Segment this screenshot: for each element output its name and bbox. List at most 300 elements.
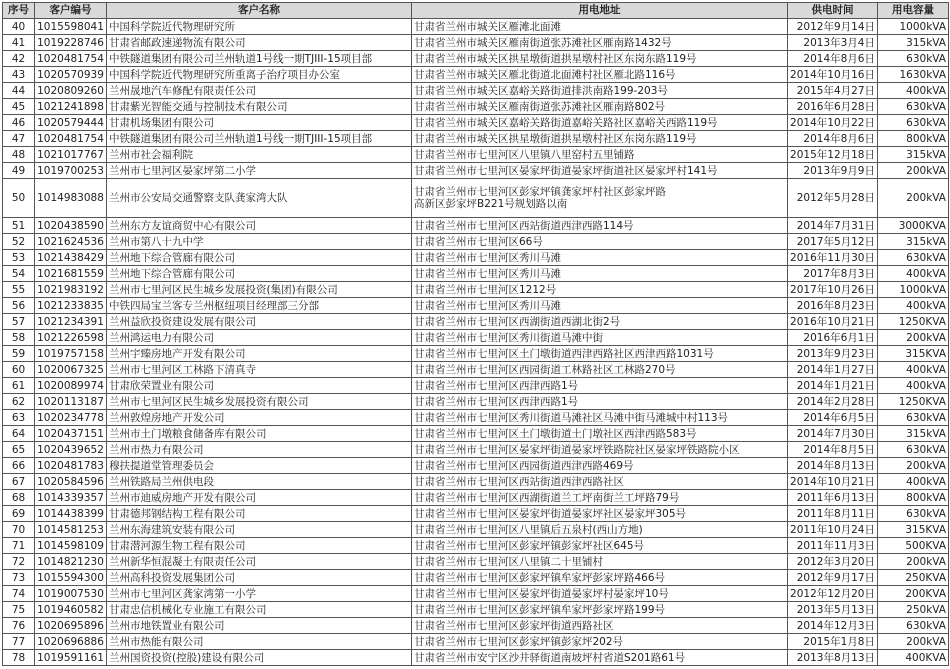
row-supply-date: 2012年5月28日 (788, 179, 878, 218)
row-address (412, 442, 788, 458)
row-capacity: 200kVA (878, 163, 949, 179)
row-customer-name: 穆扶提道堂管理委员会 (107, 458, 412, 474)
row-customer-code: 1020481783 (35, 458, 107, 474)
row-customer-name: 甘肃德邦钢结构工程有限公司 (107, 506, 412, 522)
address-line: 甘肃省兰州市七里河区秀川街道马滩社区马滩中街马滩城中村113号 (414, 411, 729, 424)
row-customer-code: 1021234391 (35, 314, 107, 330)
row-capacity: 630kVA (878, 51, 949, 67)
row-address (412, 179, 788, 218)
row-customer-code: 1014581253 (35, 522, 107, 538)
row-supply-date: 2014年1月27日 (788, 362, 878, 378)
row-index: 43 (3, 67, 35, 83)
row-supply-date: 2012年3月20日 (788, 554, 878, 570)
row-customer-code: 1019757158 (35, 346, 107, 362)
address-line: 甘肃省兰州市七里河区西津西路1号 (414, 379, 579, 392)
row-customer-code: 1020438590 (35, 218, 107, 234)
row-customer-code: 1020089974 (35, 378, 107, 394)
row-capacity: 200kVA (878, 330, 949, 346)
row-supply-date: 2014年10月22日 (788, 115, 878, 131)
row-customer-name: 兰州市土门墩粮食储备库有限公司 (107, 426, 412, 442)
address-line: 甘肃省兰州市安宁区沙井驿街道南坡坪村省道S201路61号 (414, 651, 686, 664)
row-address (412, 330, 788, 346)
table-row (3, 474, 949, 490)
row-capacity: 315kVA (878, 426, 949, 442)
row-index: 58 (3, 330, 35, 346)
row-capacity: 315kVA (878, 35, 949, 51)
address-line: 甘肃省兰州市七里河区晏家坪街道晏家坪社区晏家坪305号 (414, 507, 687, 520)
table-row (3, 19, 949, 35)
row-customer-code: 1021983192 (35, 282, 107, 298)
row-customer-code: 1019700253 (35, 163, 107, 179)
row-address (412, 147, 788, 163)
address-line: 甘肃省兰州市七里河区彭家坪镇牟家坪彭家坪路199号 (414, 603, 666, 616)
row-address (412, 618, 788, 634)
row-customer-code: 1021438429 (35, 250, 107, 266)
row-capacity: 400kVA (878, 83, 949, 99)
address-line: 甘肃省兰州市七里河区1212号 (414, 283, 557, 296)
row-supply-date: 2013年9月23日 (788, 346, 878, 362)
row-supply-date: 2016年10月21日 (788, 314, 878, 330)
row-customer-code: 1020809260 (35, 83, 107, 99)
address-line: 甘肃省兰州市七里河区西站街道西津西路社区 (414, 475, 624, 488)
row-supply-date: 2015年12月18日 (788, 147, 878, 163)
row-address (412, 83, 788, 99)
row-supply-date: 2017年8月3日 (788, 266, 878, 282)
row-capacity: 315KVA (878, 522, 949, 538)
address-line: 甘肃省兰州市城关区雁南街道张苏滩社区雁南路802号 (414, 100, 666, 113)
address-line: 甘肃省兰州市七里河区八里镇二十里铺村 (414, 555, 603, 568)
row-address (412, 378, 788, 394)
row-index: 46 (3, 115, 35, 131)
address-line: 甘肃省兰州市七里河区秀川街道马滩中街 (414, 331, 603, 344)
row-address (412, 218, 788, 234)
table-row (3, 163, 949, 179)
table-row (3, 602, 949, 618)
address-line: 甘肃省兰州市七里河区彭家坪镇牟家坪彭家坪路466号 (414, 571, 666, 584)
row-customer-code: 1019460582 (35, 602, 107, 618)
table-row (3, 554, 949, 570)
row-address (412, 67, 788, 83)
row-customer-name: 兰州市社会福利院 (107, 147, 412, 163)
row-supply-date: 2014年12月3日 (788, 618, 878, 634)
row-address (412, 490, 788, 506)
table-row (3, 506, 949, 522)
row-index: 63 (3, 410, 35, 426)
table-row (3, 298, 949, 314)
row-capacity: 250KVA (878, 570, 949, 586)
row-capacity: 400kVA (878, 298, 949, 314)
row-customer-code: 1014821230 (35, 554, 107, 570)
table-row (3, 586, 949, 602)
table-row (3, 570, 949, 586)
row-supply-date: 2014年1月21日 (788, 378, 878, 394)
row-capacity: 200KVA (878, 586, 949, 602)
row-capacity: 200kVA (878, 458, 949, 474)
row-capacity: 400kVA (878, 266, 949, 282)
row-supply-date: 2014年2月28日 (788, 394, 878, 410)
row-customer-code: 1021624536 (35, 234, 107, 250)
row-customer-name: 兰州东方友谊商贸中心有限公司 (107, 218, 412, 234)
row-customer-name: 甘肃忠信机械化专业施工有限公司 (107, 602, 412, 618)
row-address (412, 570, 788, 586)
row-customer-name: 兰州市七里河区晏家坪第二小学 (107, 163, 412, 179)
address-line: 甘肃省兰州市七里河区彭家坪镇彭家坪202号 (414, 635, 624, 648)
table-row (3, 35, 949, 51)
table-row (3, 67, 949, 83)
row-supply-date: 2013年3月4日 (788, 35, 878, 51)
row-customer-code: 1020696886 (35, 634, 107, 650)
row-customer-name: 兰州市第八十九中学 (107, 234, 412, 250)
address-line: 甘肃省兰州市城关区雁南街道张苏滩社区雁南路1432号 (414, 36, 672, 49)
row-customer-name: 兰州市地铁置业有限公司 (107, 618, 412, 634)
address-line: 甘肃省兰州市七里河区西园街道西津西路469号 (414, 459, 634, 472)
row-capacity: 400KVA (878, 650, 949, 666)
row-supply-date: 2015年1月8日 (788, 634, 878, 650)
row-address (412, 346, 788, 362)
row-address (412, 586, 788, 602)
row-index: 73 (3, 570, 35, 586)
row-customer-name: 兰州宇臻房地产开发有限公司 (107, 346, 412, 362)
row-customer-name: 甘肃紫光智能交通与控制技术有限公司 (107, 99, 412, 115)
row-address (412, 474, 788, 490)
row-index: 51 (3, 218, 35, 234)
row-capacity: 400kVA (878, 474, 949, 490)
address-line: 甘肃省兰州市七里河区西津西路1号 (414, 395, 579, 408)
row-customer-code: 1020584596 (35, 474, 107, 490)
table-row (3, 179, 949, 218)
row-index: 47 (3, 131, 35, 147)
row-supply-date: 2017年10月26日 (788, 282, 878, 298)
table-row (3, 99, 949, 115)
row-address (412, 554, 788, 570)
row-supply-date: 2013年5月13日 (788, 602, 878, 618)
row-address (412, 282, 788, 298)
address-line: 甘肃省兰州市城关区拱星墩街道拱星墩村社区东岗东路119号 (414, 132, 697, 145)
row-capacity: 400kVA (878, 378, 949, 394)
header-address: 用电地址 (412, 3, 788, 19)
row-capacity: 250kVA (878, 602, 949, 618)
row-customer-code: 1021681559 (35, 266, 107, 282)
row-customer-code: 1020067325 (35, 362, 107, 378)
table-row (3, 378, 949, 394)
row-capacity: 3000KVA (878, 218, 949, 234)
row-capacity: 1000kVA (878, 282, 949, 298)
row-customer-name: 甘肃欣荣置业有限公司 (107, 378, 412, 394)
row-address (412, 506, 788, 522)
row-supply-date: 2016年8月23日 (788, 298, 878, 314)
table-row (3, 282, 949, 298)
row-capacity: 315kVA (878, 147, 949, 163)
row-capacity: 800kVA (878, 131, 949, 147)
table-row (3, 618, 949, 634)
row-index: 67 (3, 474, 35, 490)
row-index: 40 (3, 19, 35, 35)
row-capacity: 1250KVA (878, 394, 949, 410)
address-line: 甘肃省兰州市城关区雁北街道北面滩村社区雁北路116号 (414, 68, 676, 81)
row-index: 74 (3, 586, 35, 602)
row-index: 61 (3, 378, 35, 394)
table-row (3, 218, 949, 234)
row-capacity: 630kVA (878, 618, 949, 634)
row-supply-date: 2011年8月11日 (788, 506, 878, 522)
table-row (3, 147, 949, 163)
row-capacity: 630kVA (878, 115, 949, 131)
row-address (412, 99, 788, 115)
header-index: 序号 (3, 3, 35, 19)
row-supply-date: 2014年6月5日 (788, 410, 878, 426)
row-index: 49 (3, 163, 35, 179)
row-supply-date: 2014年8月5日 (788, 442, 878, 458)
header-customer-code: 客户编号 (35, 3, 107, 19)
row-capacity: 630kVA (878, 506, 949, 522)
address-line: 高新区彭家坪B221号规划路以南 (414, 198, 568, 210)
row-index: 60 (3, 362, 35, 378)
row-supply-date: 2014年8月13日 (788, 458, 878, 474)
row-index: 41 (3, 35, 35, 51)
row-customer-name: 甘肃省邮政速递物流有限公司 (107, 35, 412, 51)
row-capacity: 400kVA (878, 362, 949, 378)
row-customer-code: 1019007530 (35, 586, 107, 602)
address-line: 甘肃省兰州市七里河区土门墩街道西津西路社区西津西路1031号 (414, 347, 714, 360)
row-supply-date: 2012年12月20日 (788, 586, 878, 602)
address-line: 甘肃省兰州市七里河区彭家坪镇彭家坪社区645号 (414, 539, 645, 552)
row-address (412, 234, 788, 250)
row-customer-code: 1021233835 (35, 298, 107, 314)
row-address (412, 163, 788, 179)
row-supply-date: 2013年8月13日 (788, 650, 878, 666)
row-customer-name: 兰州市公安局交通警察支队龚家湾大队 (107, 179, 412, 218)
row-customer-code: 1021241898 (35, 99, 107, 115)
row-index: 66 (3, 458, 35, 474)
row-supply-date: 2012年9月17日 (788, 570, 878, 586)
row-address (412, 266, 788, 282)
row-customer-name: 甘肃潜河源生物工程有限公司 (107, 538, 412, 554)
row-capacity: 1630kVA (878, 67, 949, 83)
row-customer-code: 1014438399 (35, 506, 107, 522)
row-supply-date: 2014年10月16日 (788, 67, 878, 83)
row-capacity: 800kVA (878, 490, 949, 506)
row-index: 65 (3, 442, 35, 458)
address-line: 甘肃省兰州市七里河区66号 (414, 235, 543, 248)
row-address (412, 650, 788, 666)
row-supply-date: 2015年4月27日 (788, 83, 878, 99)
row-customer-code: 1020234778 (35, 410, 107, 426)
row-customer-name: 甘肃机场集团有限公司 (107, 115, 412, 131)
row-customer-name: 兰州高科投资发展集团公司 (107, 570, 412, 586)
table-header-row (3, 3, 949, 19)
address-line: 甘肃省兰州市七里河区八里镇八里窑村五里铺路 (414, 148, 635, 161)
address-line: 甘肃省兰州市七里河区晏家坪街道晏家坪村晏家坪10号 (414, 587, 669, 600)
table-row (3, 426, 949, 442)
row-index: 68 (3, 490, 35, 506)
row-supply-date: 2016年6月1日 (788, 330, 878, 346)
row-customer-name: 兰州国资投资(控股)建设有限公司 (107, 650, 412, 666)
address-line: 甘肃省兰州市七里河区八里镇后五泉村(西山方地) (414, 523, 643, 536)
row-customer-name: 中国科学院近代物理研究所 (107, 19, 412, 35)
row-customer-name: 兰州敦煌房地产开发公司 (107, 410, 412, 426)
address-line: 甘肃省兰州市七里河区彭家坪镇龚家坪村社区彭家坪路 (414, 186, 666, 198)
row-capacity: 630kVA (878, 442, 949, 458)
row-address (412, 410, 788, 426)
row-index: 72 (3, 554, 35, 570)
row-customer-code: 1014983088 (35, 179, 107, 218)
row-index: 50 (3, 179, 35, 218)
row-customer-name: 中铁四局宝兰客专兰州枢纽项目经理部三分部 (107, 298, 412, 314)
row-address (412, 19, 788, 35)
table-row (3, 51, 949, 67)
row-supply-date: 2011年11月3日 (788, 538, 878, 554)
address-line: 甘肃省兰州市城关区嘉峪关路街道嘉峪关路社区嘉峪关西路119号 (414, 116, 718, 129)
row-address (412, 131, 788, 147)
row-customer-name: 中铁隧道集团有限公司兰州轨道1号线一期TJIII-15项目部 (107, 51, 412, 67)
row-address (412, 426, 788, 442)
header-supply-date: 供电时间 (788, 3, 878, 19)
row-address (412, 314, 788, 330)
row-address (412, 394, 788, 410)
address-line: 甘肃省兰州市七里河区彭家坪街道西路社区 (414, 619, 614, 632)
row-customer-name: 兰州新华恒混凝土有限责任公司 (107, 554, 412, 570)
row-index: 78 (3, 650, 35, 666)
address-line: 甘肃省兰州市城关区嘉峪关路街道排洪南路199-203号 (414, 84, 668, 97)
row-customer-code: 1015594300 (35, 570, 107, 586)
row-customer-name: 兰州市七里河区民生城乡发展投资(集团)有限公司 (107, 282, 412, 298)
table-row (3, 538, 949, 554)
row-supply-date: 2014年8月6日 (788, 51, 878, 67)
row-customer-code: 1021017767 (35, 147, 107, 163)
table-row (3, 362, 949, 378)
row-customer-name: 兰州地下综合管廊有限公司 (107, 250, 412, 266)
row-address (412, 35, 788, 51)
table-row (3, 131, 949, 147)
row-capacity: 630kVA (878, 410, 949, 426)
row-index: 57 (3, 314, 35, 330)
table-row (3, 250, 949, 266)
row-capacity: 500KVA (878, 538, 949, 554)
header-customer-name: 客户名称 (107, 3, 412, 19)
row-index: 52 (3, 234, 35, 250)
row-address (412, 115, 788, 131)
row-customer-name: 兰州市迪威房地产开发有限公司 (107, 490, 412, 506)
row-supply-date: 2017年5月12日 (788, 234, 878, 250)
row-customer-code: 1020439652 (35, 442, 107, 458)
address-line: 甘肃省兰州市七里河区秀川马滩 (414, 267, 561, 280)
address-line: 甘肃省兰州市七里河区秀川马滩 (414, 299, 561, 312)
row-index: 71 (3, 538, 35, 554)
table-row (3, 458, 949, 474)
row-index: 64 (3, 426, 35, 442)
row-customer-name: 兰州市七里河区龚家湾第一小学 (107, 586, 412, 602)
header-capacity: 用电容量 (878, 3, 949, 19)
row-customer-name: 兰州铁路局兰州供电段 (107, 474, 412, 490)
row-supply-date: 2013年9月9日 (788, 163, 878, 179)
row-capacity: 630kVA (878, 250, 949, 266)
row-customer-code: 1019228746 (35, 35, 107, 51)
row-address (412, 538, 788, 554)
row-capacity: 200kVA (878, 634, 949, 650)
row-capacity: 315kVA (878, 234, 949, 250)
row-customer-name: 兰州东海建筑安装有限公司 (107, 522, 412, 538)
table-row (3, 490, 949, 506)
row-supply-date: 2011年6月13日 (788, 490, 878, 506)
table-row (3, 115, 949, 131)
row-address (412, 362, 788, 378)
row-customer-name: 中铁隧道集团有限公司兰州轨道1号线一期TJIII-15项目部 (107, 131, 412, 147)
row-supply-date: 2014年7月31日 (788, 218, 878, 234)
row-customer-code: 1015598041 (35, 19, 107, 35)
row-customer-name: 兰州市七里河区工林路下清真寺 (107, 362, 412, 378)
row-index: 69 (3, 506, 35, 522)
row-customer-name: 兰州晟地汽车修配有限责任公司 (107, 83, 412, 99)
row-customer-code: 1020579444 (35, 115, 107, 131)
row-address (412, 298, 788, 314)
row-customer-name: 兰州市七里河区民生城乡发展投资有限公司 (107, 394, 412, 410)
customer-table (2, 2, 949, 666)
row-index: 45 (3, 99, 35, 115)
row-supply-date: 2012年9月14日 (788, 19, 878, 35)
table-row (3, 634, 949, 650)
row-capacity: 1250KVA (878, 314, 949, 330)
row-index: 53 (3, 250, 35, 266)
row-customer-code: 1014339357 (35, 490, 107, 506)
row-index: 75 (3, 602, 35, 618)
table-row (3, 330, 949, 346)
row-address (412, 51, 788, 67)
table-row (3, 83, 949, 99)
row-index: 55 (3, 282, 35, 298)
row-customer-code: 1020113187 (35, 394, 107, 410)
table-row (3, 522, 949, 538)
row-customer-name: 兰州市热力有限公司 (107, 442, 412, 458)
row-capacity: 1000kVA (878, 19, 949, 35)
address-line: 甘肃省兰州市城关区拱星墩街道拱星墩村社区东岗东路119号 (414, 52, 697, 65)
row-address (412, 602, 788, 618)
row-index: 62 (3, 394, 35, 410)
table-row (3, 266, 949, 282)
address-line: 甘肃省兰州市七里河区晏家坪街道晏家坪铁路院社区晏家坪铁路院小区 (414, 443, 740, 456)
row-address (412, 458, 788, 474)
row-address (412, 522, 788, 538)
row-supply-date: 2011年10月24日 (788, 522, 878, 538)
row-customer-name: 兰州益欣投资建设发展有限公司 (107, 314, 412, 330)
row-customer-code: 1021226598 (35, 330, 107, 346)
table-row (3, 346, 949, 362)
row-customer-name: 兰州市热能有限公司 (107, 634, 412, 650)
table-body (3, 19, 949, 666)
row-customer-code: 1020695896 (35, 618, 107, 634)
address-line: 甘肃省兰州市七里河区土门墩街道土门墩社区西津西路583号 (414, 427, 697, 440)
row-capacity: 200kVA (878, 554, 949, 570)
row-capacity: 200kVA (878, 179, 949, 218)
row-index: 54 (3, 266, 35, 282)
address-line: 甘肃省兰州市七里河区西湖街道西湖北街2号 (414, 315, 621, 328)
row-index: 70 (3, 522, 35, 538)
table-row (3, 410, 949, 426)
table-row (3, 234, 949, 250)
row-supply-date: 2016年11月30日 (788, 250, 878, 266)
row-supply-date: 2014年7月30日 (788, 426, 878, 442)
address-line: 甘肃省兰州市七里河区西湖街道兰工坪南街兰工坪路79号 (414, 491, 680, 504)
row-customer-code: 1020437151 (35, 426, 107, 442)
row-customer-code: 1020570939 (35, 67, 107, 83)
row-supply-date: 2016年6月28日 (788, 99, 878, 115)
address-line: 甘肃省兰州市七里河区晏家坪街道晏家坪街道社区晏家坪村141号 (414, 164, 718, 177)
address-line: 甘肃省兰州市七里河区西园街道工林路社区工林路270号 (414, 363, 676, 376)
row-customer-name: 兰州鸿运电力有限公司 (107, 330, 412, 346)
row-customer-code: 1020481754 (35, 51, 107, 67)
table-row (3, 314, 949, 330)
row-index: 59 (3, 346, 35, 362)
row-customer-code: 1020481754 (35, 131, 107, 147)
